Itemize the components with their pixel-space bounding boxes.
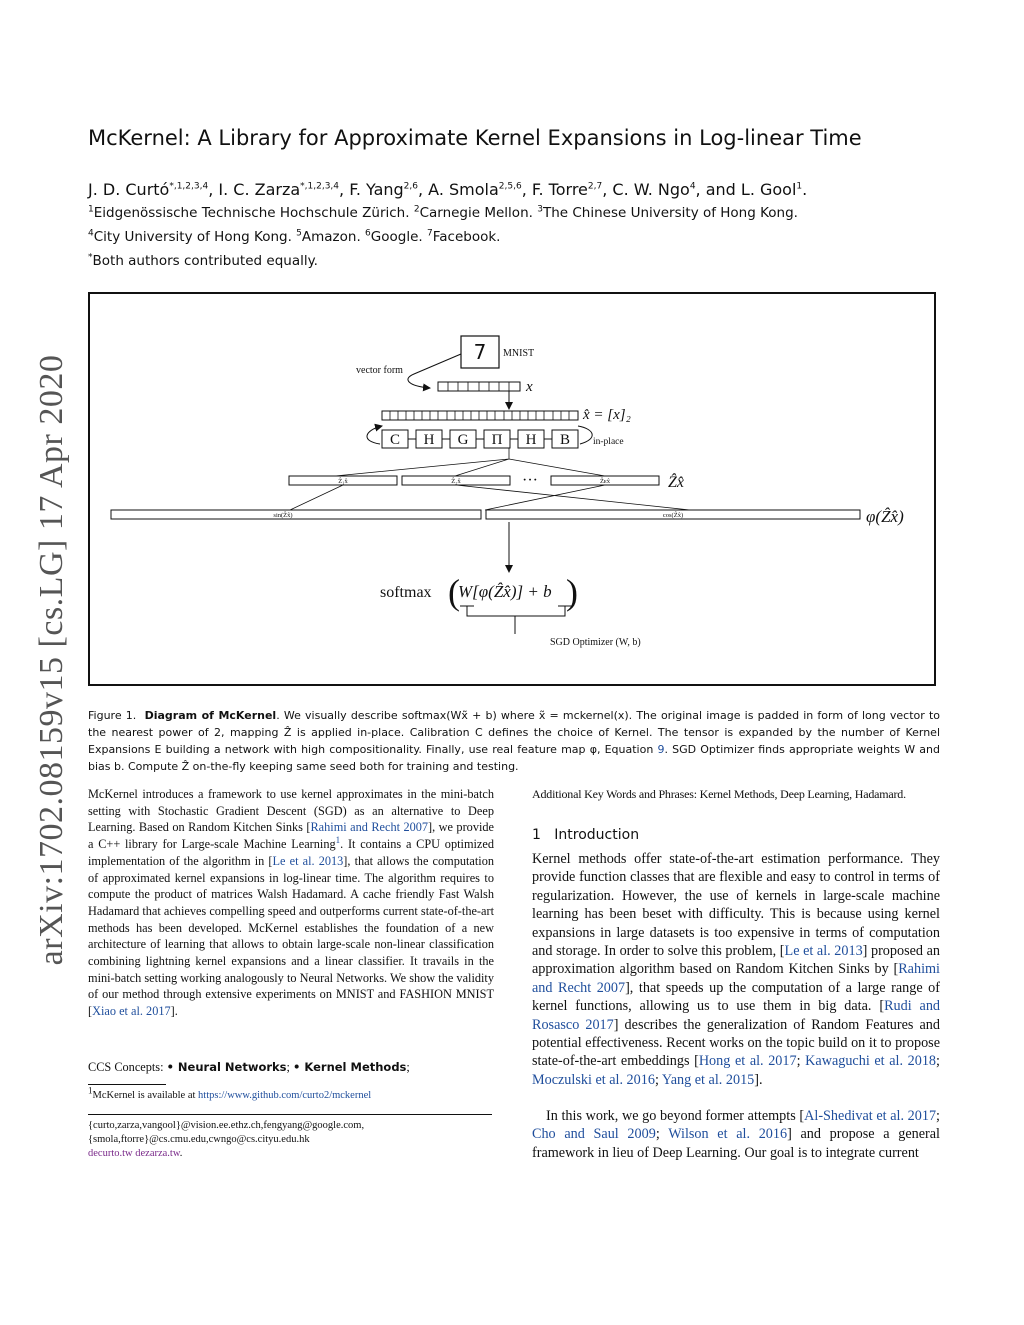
caption-text: . SGD Optimizer finds appropriate weights W and bias b. Compute Ẑ on-the-fly keeping same seed both for training and testing. <box>88 743 940 773</box>
operator-chain <box>382 430 578 448</box>
citation-link[interactable]: Kawaguchi et al. 2018 <box>805 1053 937 1070</box>
author-affil: 2,7 <box>587 181 603 192</box>
intro-paragraph <box>532 1107 940 1162</box>
author-name: C. W. Ngo <box>612 180 690 199</box>
separator: ; <box>796 1053 806 1070</box>
affil-text: The Chinese University of Hong Kong. <box>542 205 798 221</box>
email-line: {smola,ftorre}@cs.cmu.edu,cwngo@cs.cityu.edu.hk <box>88 1134 310 1145</box>
author-affil: *,1,2,3,4 <box>169 181 209 192</box>
footnote-rule <box>88 1084 166 1085</box>
affiliation-line <box>88 205 798 221</box>
operator-label: H <box>423 432 435 448</box>
inplace-label: in-place <box>593 437 624 447</box>
body-text: ] and propose a general framework in lieu of Deep Learning. Our goal is to integrate current <box>532 1126 941 1161</box>
separator: ; <box>655 1126 669 1143</box>
expansion-label: Ẑᴇx̂ <box>599 478 611 485</box>
abstract-text: ], we provide a C++ library for Large-scale Machine Learning <box>88 820 494 852</box>
vector-form-label: vector form <box>356 365 403 376</box>
separator: ; <box>654 1071 662 1088</box>
email-line: {curto,zarza,vangool}@vision.ee.ethz.ch,fengyang@google.com, <box>88 1120 365 1131</box>
website-link[interactable]: decurto.tw <box>88 1148 133 1159</box>
author-name: F. Yang <box>349 180 404 199</box>
author-affil: *,1,2,3,4 <box>300 181 340 192</box>
citation-link[interactable]: Le et al. 2013 <box>784 943 863 960</box>
affil-mark: 1 <box>88 204 94 215</box>
figure-caption <box>88 707 940 775</box>
affil-text: Both authors contributed equally. <box>92 253 318 269</box>
operator-label: H <box>525 432 537 448</box>
affil-text: Eidgenössische Technische Hochschule Zürich. <box>93 205 414 221</box>
citation-link[interactable]: Hong et al. 2017 <box>698 1053 797 1070</box>
body-text: ] proposed an approximation algorithm based on Random Kitchen Sinks by [ <box>532 943 940 978</box>
affil-mark: 7 <box>426 228 433 239</box>
citation-link[interactable]: Rahimi and Recht 2007 <box>532 961 940 996</box>
ccs-concept: • Neural Networks <box>166 1060 287 1074</box>
softmax-argument: W[φ(Ẑx̂)] + b <box>458 582 552 601</box>
author-name: F. Torre <box>531 180 588 199</box>
affil-mark: 4 <box>88 228 94 239</box>
mckernel-diagram <box>90 294 934 684</box>
input-vector <box>438 382 520 391</box>
arxiv-stamp: arXiv:1702.08159v15 [cs.LG] 17 Apr 2020 <box>33 354 70 966</box>
sin-feature-box <box>111 510 481 519</box>
digit-image: 7 <box>473 340 487 364</box>
xhat-symbol: x̂ = [x]₂ <box>583 407 631 423</box>
operator-label: Π <box>491 432 503 448</box>
left-paren: ( <box>448 572 460 612</box>
ccs-separator: ; <box>286 1060 294 1074</box>
equal-contribution-note <box>88 253 318 269</box>
body-text: In this work, we go beyond former attempts [ <box>546 1108 805 1124</box>
citation-link[interactable]: Moczulski et al. 2016 <box>532 1071 655 1088</box>
affil-text: Carnegie Mellon. <box>419 205 538 221</box>
ccs-concepts <box>88 1060 410 1075</box>
phi-symbol: φ(Ẑx̂) <box>866 507 904 526</box>
author-affil: 4 <box>689 181 696 192</box>
affil-text: City University of Hong Kong. <box>93 229 297 245</box>
citation-link[interactable]: Wilson et al. 2016 <box>668 1126 788 1143</box>
right-paren: ) <box>566 572 578 612</box>
author-emails <box>88 1119 364 1161</box>
footnote-text: McKernel is available at <box>92 1090 199 1101</box>
sin-label: sin(Ẑx̂) <box>273 512 293 519</box>
operator-label: G <box>457 432 469 448</box>
caption-title: Diagram of McKernel <box>144 709 277 722</box>
footnote-link[interactable]: 1 <box>335 835 341 846</box>
separator: ; <box>936 1053 940 1070</box>
separator: ; <box>936 1108 940 1124</box>
body-text: Kernel methods offer state-of-the-art estimation performance. They provide function classes that are flexible and easy to control in terms of regularization. However, the use of kernels in large-scale machine learning has been beset with difficulty. This is because using kernel expansions in large datasets is too expensive in terms of computation and storage. In order to solve this problem, [ <box>532 851 940 960</box>
footnote <box>88 1085 372 1101</box>
affil-text: Google. <box>370 229 427 245</box>
citation-link[interactable]: Le et al. 2013 <box>272 853 344 868</box>
affil-text: Amazon. <box>301 229 366 245</box>
author-name: J. D. Curtó <box>88 180 170 199</box>
section-number: 1 <box>532 827 541 843</box>
ellipsis: ··· <box>522 472 538 489</box>
citation-link[interactable]: Xiao et al. 2017 <box>92 1004 171 1019</box>
author-name: A. Smola <box>428 180 499 199</box>
body-text: ] describes the generalization of Random Features and potential effectiveness. Recent works on the topic build on it to propose state-of-the-art embeddings [ <box>532 1016 940 1070</box>
citation-link[interactable]: Rudi and Rosasco 2017 <box>532 998 941 1033</box>
abstract-text: ], that allows the computation of approximated kernel expansions in log-linear time. The algorithm requires to compute the product of matrices Walsh Hadamard. A cache friendly Fast Walsh Hadamard that achieves compelling speed and outperforms current state-of-the-art methods has been developed. McKernel establishes the foundation of a new architecture of learning that allows to obtain large-scale non-linear classification combining lightning kernel expansions and a linear classifier. It travails in the mini-batch setting working analogously to Neural Networks. We show the validity of our method through extensive experiments on MNIST and FASHION MNIST [ <box>88 853 494 1019</box>
operator-label: C <box>389 432 401 448</box>
sgd-optimizer-label: SGD Optimizer (W, b) <box>550 637 641 648</box>
padded-vector <box>382 411 578 420</box>
affil-mark: 2 <box>413 204 420 215</box>
ccs-label: CCS Concepts: <box>88 1060 167 1074</box>
citation-link[interactable]: Cho and Saul 2009 <box>532 1126 656 1143</box>
author-name: L. Gool <box>740 180 797 199</box>
body-text: ]. <box>754 1071 763 1088</box>
abstract-text: McKernel introduces a framework to use kernel approximates in the mini-batch setting with Stochastic Gradient Descent (SGD) as an alternative to Deep Learning. Based on Random Kitchen Sinks [ <box>88 787 494 835</box>
intro-paragraph <box>532 850 940 1089</box>
ccs-end: ; <box>406 1060 410 1074</box>
affil-mark: 6 <box>365 228 371 239</box>
caption-prefix: Figure 1. <box>88 709 137 722</box>
citation-link[interactable]: Yang et al. 2015 <box>661 1071 755 1088</box>
affil-mark: 3 <box>537 204 543 215</box>
keywords: Additional Key Words and Phrases: Kernel Methods, Deep Learning, Hadamard. <box>532 787 906 801</box>
caption-text: . We visually describe softmax(Wx̃ + b) where x̃ = mckernel(x). The original image is padded in form of long vector to the nearest power of 2, mapping Ẑ is applied in-place. Calibration C defines the choice of Kernel. The tensor is expanded by the number of Kernel Expansions E building a network with high compositionality. Finally, use real feature map φ, Equation <box>88 709 940 756</box>
section-title: Introduction <box>554 827 640 843</box>
email-end: . <box>179 1148 183 1159</box>
paper-title: McKernel: A Library for Approximate Kernel Expansions in Log-linear Time <box>88 126 862 150</box>
mnist-label: MNIST <box>503 348 535 359</box>
citation-link[interactable]: Al-Shedivat et al. 2017 <box>804 1108 937 1124</box>
email-rule <box>88 1114 492 1115</box>
section-heading <box>532 827 639 843</box>
x-symbol: x <box>526 379 533 395</box>
zx-symbol: Ẑx̂ <box>668 474 684 491</box>
affil-mark: * <box>88 252 93 263</box>
author-affil: 2,6 <box>403 181 418 192</box>
abstract-text: ]. <box>170 1004 178 1019</box>
softmax-word: softmax <box>380 584 432 601</box>
operator-label: B <box>559 432 571 448</box>
cos-label: cos(Ẑx̂) <box>662 512 684 519</box>
author-affil: 2,5,6 <box>498 181 522 192</box>
affiliation-line <box>88 229 500 245</box>
affil-mark: 5 <box>296 228 302 239</box>
ccs-concept: • Kernel Methods <box>293 1060 407 1074</box>
expansion-label: Ẑ₁x̂ <box>338 478 348 485</box>
footnote-number: 1 <box>88 1085 93 1096</box>
body-text: ], that speeds up the computation of a large range of kernel functions, allowing us to use them in big data. [ <box>532 979 941 1015</box>
author-name: I. C. Zarza <box>218 180 301 199</box>
abstract <box>88 786 494 1020</box>
author-affil: 1 <box>796 181 803 192</box>
citation-link[interactable]: Rahimi and Recht 2007 <box>310 820 429 835</box>
abstract-text: . It contains a CPU optimized implementation of the algorithm in [ <box>88 837 494 868</box>
website-link[interactable]: dezarza.tw <box>135 1148 180 1159</box>
figure-frame <box>88 292 936 686</box>
expansion-label: Ẑ₂x̂ <box>451 478 461 485</box>
affil-text: Facebook. <box>432 229 501 245</box>
github-link[interactable]: https://www.github.com/curto2/mckernel <box>198 1090 372 1101</box>
author-list: J. D. Curtó$^{*,1,2,3,4}$, I. C. Zarza$^{*,1,2,3,4}$, F. Yang$^{2,6}$, A. Smola$^{2,5,6}$, F. Torre$^{2,7}$, C. W. Ngo$^4$, and L. Gool$^1$. <box>88 180 808 199</box>
equation-link[interactable]: 9 <box>657 743 665 756</box>
